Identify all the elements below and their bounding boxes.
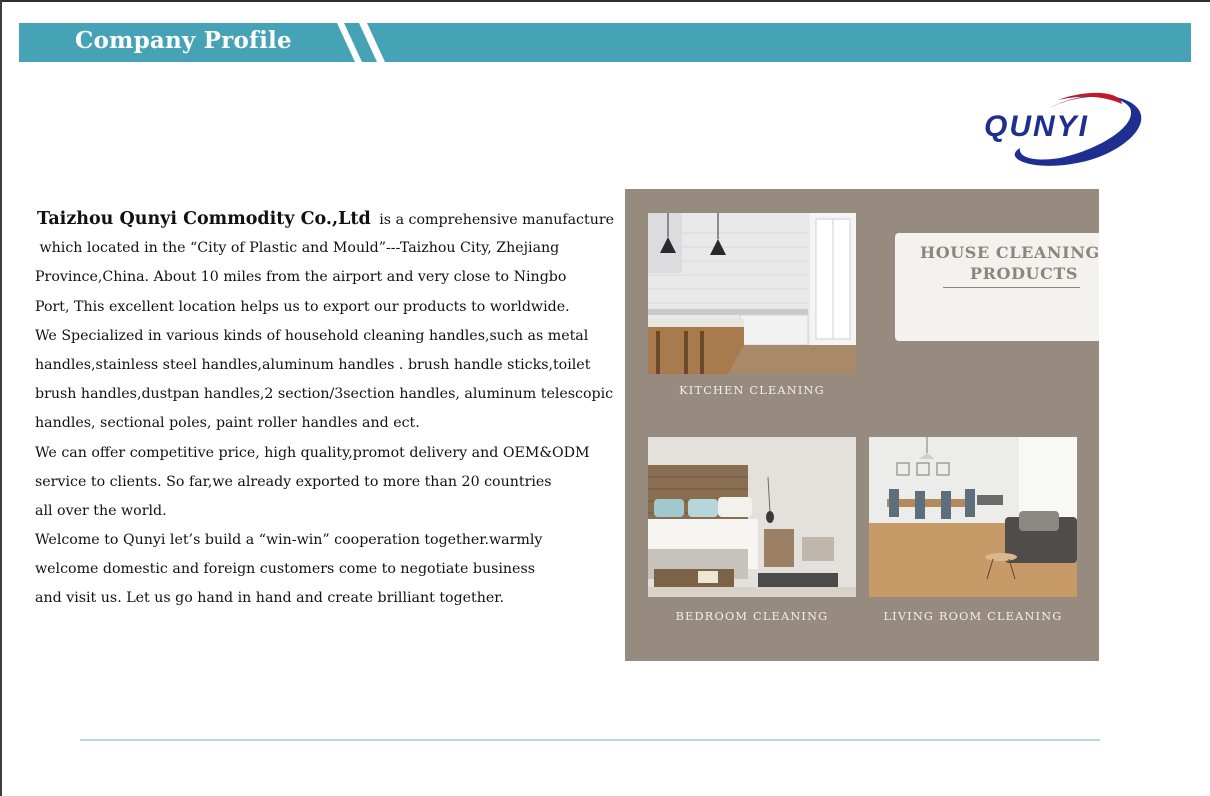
bedroom-illustration bbox=[648, 437, 856, 597]
company-name: Taizhou Qunyi Commodity Co.,Ltd bbox=[37, 209, 371, 229]
bedroom-caption: BEDROOM CLEANING bbox=[675, 610, 829, 623]
profile-line: We Specialized in various kinds of household cleaning handles,such as metal bbox=[35, 327, 589, 344]
top-border bbox=[0, 0, 1210, 2]
logo-mark bbox=[980, 88, 1150, 172]
title-underline bbox=[943, 287, 1080, 288]
profile-line: handles,stainless steel handles,aluminum handles . brush handle sticks,toilet bbox=[35, 356, 591, 373]
kitchen-illustration bbox=[648, 213, 856, 374]
profile-line: Port, This excellent location helps us to export our products to worldwide. bbox=[35, 298, 570, 315]
profile-line-first bbox=[35, 205, 625, 234]
svg-text:QUNYI: QUNYI bbox=[984, 110, 1090, 143]
profile-line: all over the world. bbox=[35, 502, 167, 519]
product-categories-panel bbox=[625, 189, 1099, 661]
category-title-card bbox=[895, 233, 1099, 341]
profile-line: handles, sectional poles, paint roller handles and ect. bbox=[35, 415, 420, 432]
kitchen-caption: KITCHEN CLEANING bbox=[679, 384, 825, 397]
living-room-photo bbox=[869, 437, 1077, 597]
profile-line: and visit us. Let us go hand in hand and create brilliant together. bbox=[35, 590, 505, 607]
profile-intro: is a comprehensive manufacture bbox=[379, 212, 615, 228]
company-profile-text bbox=[35, 205, 625, 614]
living-room-caption: LIVING ROOM CLEANING bbox=[883, 610, 1063, 623]
qunyi-logo bbox=[980, 88, 1150, 172]
category-title-line1: HOUSE CLEANING bbox=[920, 243, 1100, 262]
kitchen-photo bbox=[648, 213, 856, 374]
profile-line: welcome domestic and foreign customers come to negotiate business bbox=[35, 561, 536, 578]
profile-line: We can offer competitive price, high quality,promot delivery and OEM&ODM bbox=[35, 444, 590, 461]
living-room-illustration bbox=[869, 437, 1077, 597]
section-header bbox=[19, 23, 1191, 63]
footer-divider bbox=[80, 739, 1100, 741]
category-title-line2: PRODUCTS bbox=[970, 264, 1079, 283]
profile-line: Welcome to Qunyi let’s build a “win-win” cooperation together.warmly bbox=[35, 532, 543, 549]
profile-line: brush handles,dustpan handles,2 section/3section handles, aluminum telescopic bbox=[35, 386, 614, 403]
profile-line: which located in the “City of Plastic and Mould”---Taizhou City, Zhejiang bbox=[35, 240, 560, 257]
page-title: Company Profile bbox=[75, 27, 292, 54]
profile-line: Province,China. About 10 miles from the airport and very close to Ningbo bbox=[35, 269, 567, 286]
profile-line: service to clients. So far,we already exported to more than 20 countries bbox=[35, 473, 552, 490]
left-border bbox=[0, 0, 2, 796]
bedroom-photo bbox=[648, 437, 856, 597]
